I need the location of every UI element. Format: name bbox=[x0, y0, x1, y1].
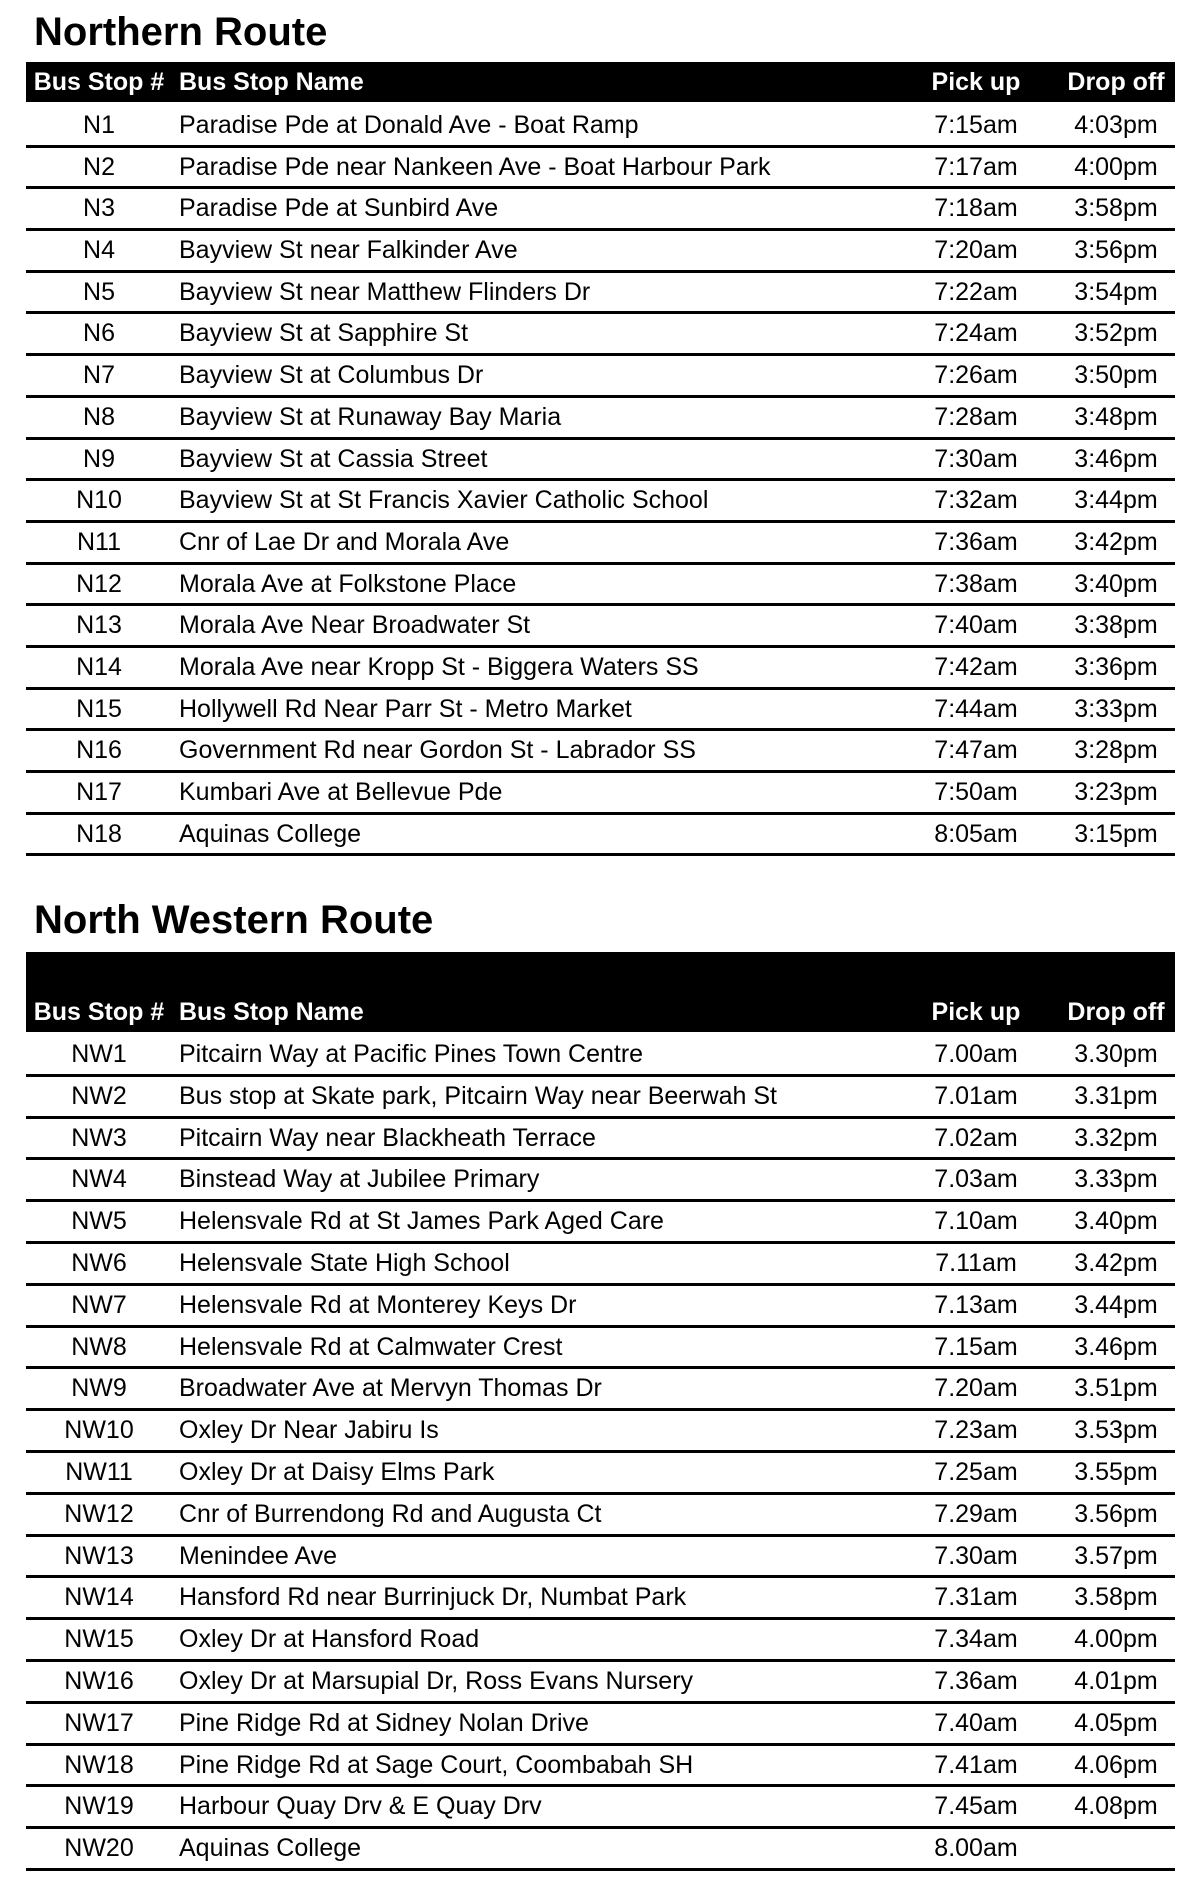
drop-off-time: 4.01pm bbox=[1074, 1666, 1158, 1695]
table-row bbox=[26, 773, 1175, 815]
pick-up-time: 7:44am bbox=[934, 694, 1018, 723]
table-row bbox=[26, 148, 1175, 190]
bus-stop-number: N8 bbox=[83, 402, 115, 431]
drop-off-time: 3:50pm bbox=[1074, 361, 1158, 390]
drop-off-time: 3:52pm bbox=[1074, 319, 1158, 348]
table-row bbox=[26, 1662, 1175, 1704]
bus-stop-name: Bus stop at Skate park, Pitcairn Way near Beerwah St bbox=[179, 1081, 777, 1110]
bus-stop-name: Hansford Rd near Burrinjuck Dr, Numbat Park bbox=[179, 1583, 687, 1612]
table-row bbox=[26, 314, 1175, 356]
bus-stop-name: Kumbari Ave at Bellevue Pde bbox=[179, 778, 503, 806]
north-western-route-title: North Western Route bbox=[34, 898, 434, 942]
drop-off-time: 3.55pm bbox=[1074, 1457, 1158, 1486]
drop-off-time: 3:58pm bbox=[1074, 194, 1158, 223]
bus-stop-name: Cnr of Lae Dr and Morala Ave bbox=[179, 527, 510, 556]
bus-stop-number: NW16 bbox=[64, 1666, 134, 1695]
drop-off-time: 3:40pm bbox=[1074, 569, 1158, 598]
table-row bbox=[26, 481, 1175, 523]
drop-off-time: 3:42pm bbox=[1074, 527, 1158, 556]
bus-stop-number: NW10 bbox=[64, 1416, 134, 1445]
bus-stop-name: Helensvale Rd at Calmwater Crest bbox=[179, 1332, 563, 1361]
pick-up-time: 7.45am bbox=[934, 1792, 1018, 1821]
header-bus-stop-number: Bus Stop # bbox=[33, 998, 165, 1026]
bus-stop-name: Bayview St near Falkinder Ave bbox=[179, 236, 518, 265]
bus-stop-number: N3 bbox=[83, 194, 115, 223]
bus-stop-number: N5 bbox=[83, 277, 115, 306]
drop-off-time: 3.51pm bbox=[1074, 1374, 1158, 1403]
table-row bbox=[26, 1787, 1175, 1829]
pick-up-time: 7.00am bbox=[934, 1040, 1018, 1068]
drop-off-time: 3:48pm bbox=[1074, 402, 1158, 431]
bus-stop-name: Morala Ave at Folkstone Place bbox=[179, 569, 517, 598]
pick-up-time: 7:42am bbox=[934, 652, 1018, 681]
bus-stop-number: N1 bbox=[83, 111, 115, 139]
bus-stop-name: Hollywell Rd Near Parr St - Metro Market bbox=[179, 694, 632, 723]
drop-off-time: 3:38pm bbox=[1074, 611, 1158, 640]
drop-off-time: 3:15pm bbox=[1074, 819, 1158, 848]
header-pick-up: Pick up bbox=[931, 68, 1021, 96]
table-row bbox=[26, 1746, 1175, 1788]
table-row bbox=[26, 1286, 1175, 1328]
drop-off-time: 4.06pm bbox=[1074, 1750, 1158, 1779]
pick-up-time: 7:36am bbox=[934, 527, 1018, 556]
pick-up-time: 7.25am bbox=[934, 1457, 1018, 1486]
pick-up-time: 7:32am bbox=[934, 486, 1018, 515]
bus-stop-name: Aquinas College bbox=[179, 819, 362, 848]
bus-stop-name: Broadwater Ave at Mervyn Thomas Dr bbox=[179, 1374, 602, 1403]
drop-off-time: 4:00pm bbox=[1074, 152, 1158, 181]
pick-up-time: 7.29am bbox=[934, 1499, 1018, 1528]
bus-stop-name: Bayview St at St Francis Xavier Catholic School bbox=[179, 486, 709, 515]
bus-stop-number: NW14 bbox=[64, 1583, 134, 1612]
pick-up-time: 7:40am bbox=[934, 611, 1018, 640]
pick-up-time: 7.23am bbox=[934, 1416, 1018, 1445]
pick-up-time: 7.10am bbox=[934, 1207, 1018, 1236]
bus-stop-number: NW4 bbox=[71, 1165, 127, 1194]
bus-stop-number: N14 bbox=[76, 652, 122, 681]
bus-stop-name: Paradise Pde at Sunbird Ave bbox=[179, 194, 499, 223]
bus-stop-number: N9 bbox=[83, 444, 115, 473]
pick-up-time: 7.41am bbox=[934, 1750, 1018, 1779]
bus-stop-name: Morala Ave Near Broadwater St bbox=[179, 611, 531, 640]
bus-stop-number: N10 bbox=[76, 486, 122, 515]
table-row bbox=[26, 398, 1175, 440]
pick-up-time: 7:28am bbox=[934, 402, 1018, 431]
pick-up-time: 7.30am bbox=[934, 1541, 1018, 1570]
table-row bbox=[26, 1160, 1175, 1202]
bus-stop-name: Bayview St near Matthew Flinders Dr bbox=[179, 277, 591, 306]
bus-stop-name: Pine Ridge Rd at Sidney Nolan Drive bbox=[179, 1708, 589, 1737]
bus-stop-name: Bayview St at Columbus Dr bbox=[179, 361, 484, 390]
table-row bbox=[26, 1411, 1175, 1453]
bus-stop-number: N16 bbox=[76, 736, 122, 765]
pick-up-time: 7:47am bbox=[934, 736, 1018, 765]
northern-route-rows bbox=[26, 106, 1175, 856]
bus-stop-number: NW7 bbox=[71, 1290, 127, 1319]
bus-stop-name: Pitcairn Way near Blackheath Terrace bbox=[179, 1123, 596, 1152]
bus-stop-name: Bayview St at Sapphire St bbox=[179, 319, 469, 348]
pick-up-time: 7:17am bbox=[934, 152, 1018, 181]
pick-up-time: 8.00am bbox=[934, 1834, 1018, 1863]
bus-stop-name: Oxley Dr at Marsupial Dr, Ross Evans Nursery bbox=[179, 1666, 694, 1695]
bus-stop-name: Helensvale State High School bbox=[179, 1248, 510, 1277]
bus-stop-number: N15 bbox=[76, 694, 122, 723]
bus-stop-number: N11 bbox=[76, 527, 121, 556]
bus-stop-number: NW9 bbox=[71, 1374, 127, 1403]
drop-off-time: 3:33pm bbox=[1074, 694, 1158, 723]
drop-off-time: 3:46pm bbox=[1074, 444, 1158, 473]
bus-stop-number: NW6 bbox=[71, 1248, 127, 1277]
northern-route-header bbox=[26, 62, 1175, 102]
table-row bbox=[26, 606, 1175, 648]
drop-off-time: 3:56pm bbox=[1074, 236, 1158, 265]
bus-stop-number: NW3 bbox=[71, 1123, 127, 1152]
table-row bbox=[26, 1077, 1175, 1119]
north-western-route-header bbox=[26, 952, 1175, 1032]
drop-off-time: 3:44pm bbox=[1074, 486, 1158, 515]
bus-stop-name: Harbour Quay Drv & E Quay Drv bbox=[179, 1792, 542, 1821]
drop-off-time: 3:28pm bbox=[1074, 736, 1158, 765]
drop-off-time: 4.05pm bbox=[1074, 1708, 1158, 1737]
northern-route-title: Northern Route bbox=[34, 10, 328, 54]
pick-up-time: 7.40am bbox=[934, 1708, 1018, 1737]
pick-up-time: 7.34am bbox=[934, 1625, 1018, 1654]
pick-up-time: 8:05am bbox=[934, 819, 1018, 848]
drop-off-time: 3.33pm bbox=[1074, 1165, 1158, 1194]
bus-stop-number: N17 bbox=[76, 778, 122, 806]
table-row bbox=[26, 356, 1175, 398]
table-row bbox=[26, 273, 1175, 315]
drop-off-time: 4.08pm bbox=[1074, 1792, 1158, 1821]
drop-off-time: 3.56pm bbox=[1074, 1499, 1158, 1528]
drop-off-time: 3.46pm bbox=[1074, 1332, 1158, 1361]
bus-stop-name: Morala Ave near Kropp St - Biggera Waters SS bbox=[179, 652, 699, 681]
table-row bbox=[26, 731, 1175, 773]
pick-up-time: 7.15am bbox=[934, 1332, 1018, 1361]
drop-off-time: 3.58pm bbox=[1074, 1583, 1158, 1612]
pick-up-time: 7:30am bbox=[934, 444, 1018, 473]
bus-stop-name: Pine Ridge Rd at Sage Court, Coombabah SH bbox=[179, 1750, 694, 1779]
drop-off-time: 4.00pm bbox=[1074, 1625, 1158, 1654]
pick-up-time: 7.13am bbox=[934, 1290, 1018, 1319]
table-row bbox=[26, 1119, 1175, 1161]
bus-stop-name: Paradise Pde near Nankeen Ave - Boat Harbour Park bbox=[179, 152, 771, 181]
bus-stop-number: N7 bbox=[83, 361, 115, 390]
bus-stop-name: Oxley Dr at Daisy Elms Park bbox=[179, 1457, 495, 1486]
pick-up-time: 7.03am bbox=[934, 1165, 1018, 1194]
pick-up-time: 7.36am bbox=[934, 1666, 1018, 1695]
table-row bbox=[26, 1244, 1175, 1286]
pick-up-time: 7.31am bbox=[934, 1583, 1018, 1612]
bus-stop-number: N18 bbox=[76, 819, 122, 848]
drop-off-time: 3:23pm bbox=[1074, 778, 1158, 806]
pick-up-time: 7.01am bbox=[934, 1081, 1018, 1110]
bus-stop-number: NW20 bbox=[64, 1834, 134, 1863]
bus-stop-number: NW11 bbox=[65, 1457, 133, 1486]
bus-stop-number: NW5 bbox=[71, 1207, 127, 1236]
drop-off-time: 3.57pm bbox=[1074, 1541, 1158, 1570]
header-drop-off: Drop off bbox=[1067, 68, 1165, 96]
table-row bbox=[26, 648, 1175, 690]
table-row bbox=[26, 690, 1175, 732]
pick-up-time: 7:15am bbox=[934, 111, 1018, 139]
bus-stop-number: N13 bbox=[76, 611, 122, 640]
drop-off-time: 3.31pm bbox=[1074, 1081, 1158, 1110]
header-drop-off: Drop off bbox=[1067, 998, 1165, 1026]
table-row bbox=[26, 189, 1175, 231]
bus-stop-name: Aquinas College bbox=[179, 1834, 362, 1863]
drop-off-time: 3.53pm bbox=[1074, 1416, 1158, 1445]
table-row bbox=[26, 1537, 1175, 1579]
bus-stop-number: N2 bbox=[83, 152, 115, 181]
bus-stop-name: Paradise Pde at Donald Ave - Boat Ramp bbox=[179, 111, 639, 139]
table-row bbox=[26, 1829, 1175, 1871]
table-row bbox=[26, 523, 1175, 565]
drop-off-time: 4:03pm bbox=[1074, 111, 1158, 139]
header-pick-up: Pick up bbox=[931, 998, 1021, 1026]
drop-off-time: 3.42pm bbox=[1074, 1248, 1158, 1277]
bus-stop-number: N4 bbox=[83, 236, 115, 265]
bus-stop-name: Binstead Way at Jubilee Primary bbox=[179, 1165, 540, 1194]
table-row bbox=[26, 1453, 1175, 1495]
table-row bbox=[26, 1620, 1175, 1662]
table-row bbox=[26, 106, 1175, 148]
bus-stop-name: Pitcairn Way at Pacific Pines Town Centre bbox=[179, 1040, 644, 1068]
bus-stop-name: Oxley Dr at Hansford Road bbox=[179, 1625, 480, 1654]
table-row bbox=[26, 1328, 1175, 1370]
bus-stop-number: N6 bbox=[83, 319, 115, 348]
table-row bbox=[26, 1202, 1175, 1244]
pick-up-time: 7:26am bbox=[934, 361, 1018, 390]
bus-stop-name: Bayview St at Cassia Street bbox=[179, 444, 488, 473]
table-row bbox=[26, 1578, 1175, 1620]
pick-up-time: 7:50am bbox=[934, 778, 1018, 806]
bus-stop-name: Government Rd near Gordon St - Labrador SS bbox=[179, 736, 696, 765]
pick-up-time: 7:22am bbox=[934, 277, 1018, 306]
bus-stop-number: NW12 bbox=[64, 1499, 134, 1528]
table-row bbox=[26, 1704, 1175, 1746]
header-bus-stop-name: Bus Stop Name bbox=[179, 68, 364, 96]
pick-up-time: 7.11am bbox=[935, 1248, 1017, 1277]
bus-stop-number: NW1 bbox=[71, 1040, 127, 1068]
drop-off-time: 3.40pm bbox=[1074, 1207, 1158, 1236]
bus-stop-name: Bayview St at Runaway Bay Maria bbox=[179, 402, 562, 431]
table-row bbox=[26, 1369, 1175, 1411]
bus-stop-name: Helensvale Rd at Monterey Keys Dr bbox=[179, 1290, 577, 1319]
table-row bbox=[26, 1035, 1175, 1077]
table-row bbox=[26, 565, 1175, 607]
bus-stop-number: NW19 bbox=[64, 1792, 134, 1821]
header-bus-stop-number: Bus Stop # bbox=[33, 68, 165, 96]
pick-up-time: 7.02am bbox=[934, 1123, 1018, 1152]
bus-stop-name: Helensvale Rd at St James Park Aged Care bbox=[179, 1207, 664, 1236]
bus-stop-number: NW17 bbox=[64, 1708, 134, 1737]
header-bus-stop-name: Bus Stop Name bbox=[179, 998, 364, 1026]
bus-stop-number: NW2 bbox=[71, 1081, 127, 1110]
bus-stop-name: Cnr of Burrendong Rd and Augusta Ct bbox=[179, 1499, 602, 1528]
table-row bbox=[26, 440, 1175, 482]
pick-up-time: 7:18am bbox=[934, 194, 1018, 223]
bus-stop-number: N12 bbox=[76, 569, 122, 598]
drop-off-time: 3.30pm bbox=[1074, 1040, 1158, 1068]
bus-stop-number: NW18 bbox=[64, 1750, 134, 1779]
bus-stop-name: Oxley Dr Near Jabiru Is bbox=[179, 1416, 439, 1445]
pick-up-time: 7:38am bbox=[934, 569, 1018, 598]
drop-off-time: 3.32pm bbox=[1074, 1123, 1158, 1152]
table-row bbox=[26, 815, 1175, 857]
table-row bbox=[26, 231, 1175, 273]
drop-off-time: 3.44pm bbox=[1074, 1290, 1158, 1319]
bus-stop-name: Menindee Ave bbox=[179, 1541, 337, 1570]
pick-up-time: 7:24am bbox=[934, 319, 1018, 348]
north-western-route-rows bbox=[26, 1035, 1175, 1871]
bus-stop-number: NW15 bbox=[64, 1625, 134, 1654]
pick-up-time: 7.20am bbox=[934, 1374, 1018, 1403]
bus-stop-number: NW13 bbox=[64, 1541, 134, 1570]
bus-stop-number: NW8 bbox=[71, 1332, 127, 1361]
drop-off-time: 3:36pm bbox=[1074, 652, 1158, 681]
drop-off-time: 3:54pm bbox=[1074, 277, 1158, 306]
pick-up-time: 7:20am bbox=[934, 236, 1018, 265]
table-row bbox=[26, 1495, 1175, 1537]
